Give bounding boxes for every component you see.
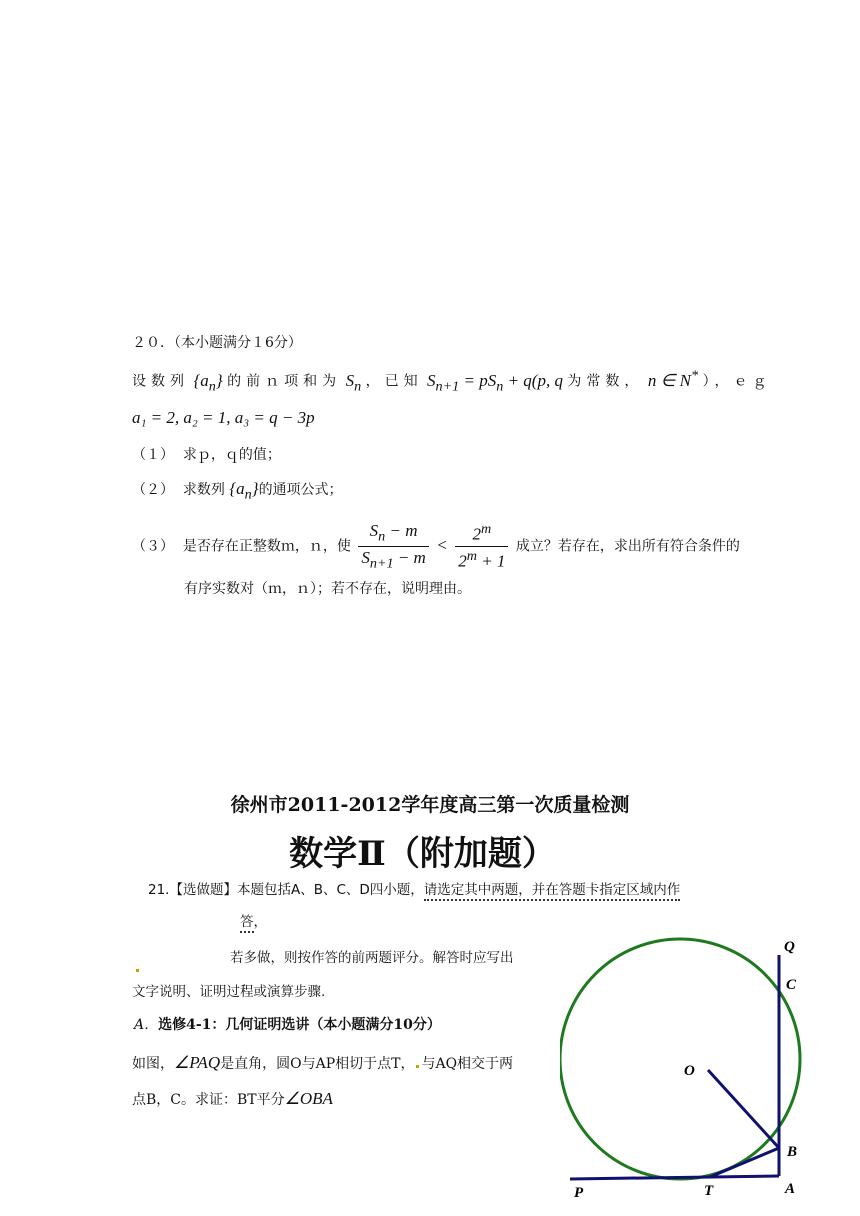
fraction-left: $\frac{S_n - m}{S_{n+1} - m}$ [358, 520, 428, 573]
label-c: C [786, 977, 797, 993]
partA-line1: 如图，∠PAQ是直角，圆O与AP相切于点T， 与AQ相交于两 [132, 1053, 514, 1072]
problem20-statement: 设数列 $\{a_n\}$ 的前ｎ项和为 $S_n$ ，已知 $S_{n+1} = pS_n + q(p$, q 为常数， n ∈ N* ），ｅｇ [132, 367, 772, 395]
label-t: T [704, 1183, 714, 1199]
partA-title: A．选修4-1：几何证明选讲（本小题满分10分） [134, 1017, 441, 1033]
label-b: B [787, 1144, 798, 1160]
exam-subtitle: 数学Ⅱ（附加题） [289, 834, 556, 874]
exam-title: 徐州市2011-2012学年度高三第一次质量检测 [230, 794, 630, 816]
question-3-continued: 有序实数对（ｍ，ｎ）；若不存在，说明理由。 [184, 581, 471, 597]
partA-line2: 点B，C。求证：BT平分∠OBA [132, 1089, 333, 1108]
geometry-figure [560, 930, 820, 1210]
label-a: A [785, 1181, 796, 1197]
question-3: （３） 是否存在正整数ｍ，ｎ，使 $\frac{S_n - m}{S_{n+1} - m}$ < $\frac{2^m}{2^m + 1}$ 成立？若存在，求出所有符合条件的 [132, 521, 740, 572]
initial-conditions: a₁ = 2, a₂ = 1, a₃ = q − 3p [132, 408, 315, 427]
line-ap [570, 1176, 779, 1179]
problem21-line2: 若多做，则按作答的前两题评分。解答时应写出 [230, 950, 514, 966]
marker-dot [136, 957, 139, 976]
problem20-header: ２０．（本小题满分１6分） [132, 335, 302, 351]
question-1: （１） 求ｐ，ｑ的值； [132, 447, 281, 463]
question-2: （２） 求数列 $\{a_n\}$的通项公式； [132, 479, 343, 503]
fraction-right: $\frac{2^m}{2^m + 1}$ [455, 520, 508, 573]
problem21-line3: 文字说明、证明过程或演算步骤. [132, 984, 326, 1000]
label-q: Q [784, 939, 795, 955]
label-p: P [574, 1185, 584, 1201]
segment-bt [710, 1148, 779, 1177]
segment-ob [708, 1070, 779, 1148]
problem21-intro: 21.【选做题】本题包括A、B、C、D四小题，请选定其中两题，并在答题卡指定区域内作 [148, 878, 680, 898]
circle-o [560, 939, 800, 1179]
problem21-intro-cont: 答， [240, 910, 267, 930]
label-o: O [684, 1063, 695, 1079]
